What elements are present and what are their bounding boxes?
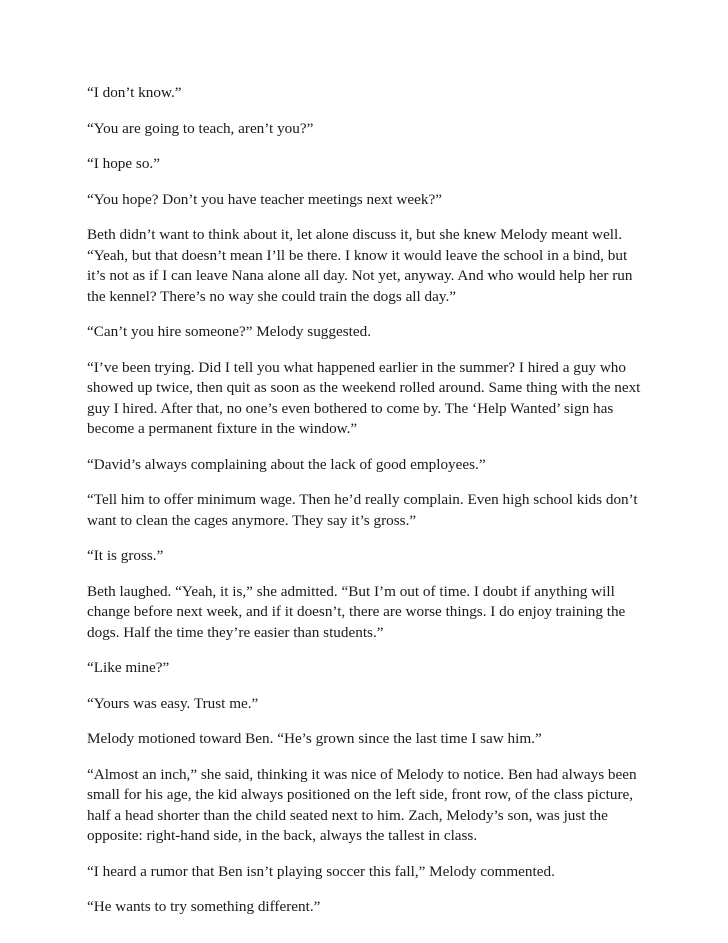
paragraph-6: “Can’t you hire someone?” Melody suggested. <box>87 323 371 340</box>
paragraph-14: Melody motioned toward Ben. “He’s grown since the last time I saw him.” <box>87 730 542 747</box>
paragraph-5: Beth didn’t want to think about it, let alone discuss it, but she knew Melody meant well. “Yeah, but that doesn’t mean I’ll be there. I know it would leave the school in a bind, but it’s not as if I can leave Nana alone all day. Not yet, anyway. And who would help her run the kennel? There’s no way she could train the dogs all day.” <box>87 226 633 305</box>
paragraph-2: “You are going to teach, aren’t you?” <box>87 119 314 137</box>
paragraph-8: “David’s always complaining about the lack of good employees.” <box>87 455 486 473</box>
paragraph-12: “Like mine?” <box>87 659 170 676</box>
paragraph-15: “Almost an inch,” she said, thinking it was nice of Melody to notice. Ben had always been small for his age, the kid always positioned on the left side, front row, of the class picture, half a head shorter than the child seated next to him. Zach, Melody’s son, was just the opposite: right-hand side, in the back, always the tallest in class. <box>87 765 637 844</box>
paragraph-7: “I’ve been trying. Did I tell you what happened earlier in the summer? I hired a guy who showed up twice, then quit as soon as the weekend rolled around. Same thing with the next guy I hired. After that, no one’s even bothered to come by. The ‘Help Wanted’ sign has become a permanent fixture in the window.” <box>87 358 641 437</box>
paragraph-3: “I hope so.” <box>87 155 160 172</box>
document-page <box>87 83 647 933</box>
paragraph-17: “He wants to try something different.” <box>87 898 321 915</box>
paragraph-16: “I heard a rumor that Ben isn’t playing soccer this fall,” Melody commented. <box>87 862 555 880</box>
paragraph-1: “I don’t know.” <box>87 84 182 101</box>
paragraph-9: “Tell him to offer minimum wage. Then he’d really complain. Even high school kids don’t want to clean the cages anymore. They say it’s gross.” <box>87 491 638 529</box>
paragraph-11: Beth laughed. “Yeah, it is,” she admitted. “But I’m out of time. I doubt if anything will change before next week, and if it doesn’t, there are worse things. I do enjoy training the dogs. Half the time they’re easier than students.” <box>87 582 626 641</box>
paragraph-13: “Yours was easy. Trust me.” <box>87 694 259 712</box>
paragraph-10: “It is gross.” <box>87 547 164 564</box>
paragraph-4: “You hope? Don’t you have teacher meetings next week?” <box>87 190 442 208</box>
